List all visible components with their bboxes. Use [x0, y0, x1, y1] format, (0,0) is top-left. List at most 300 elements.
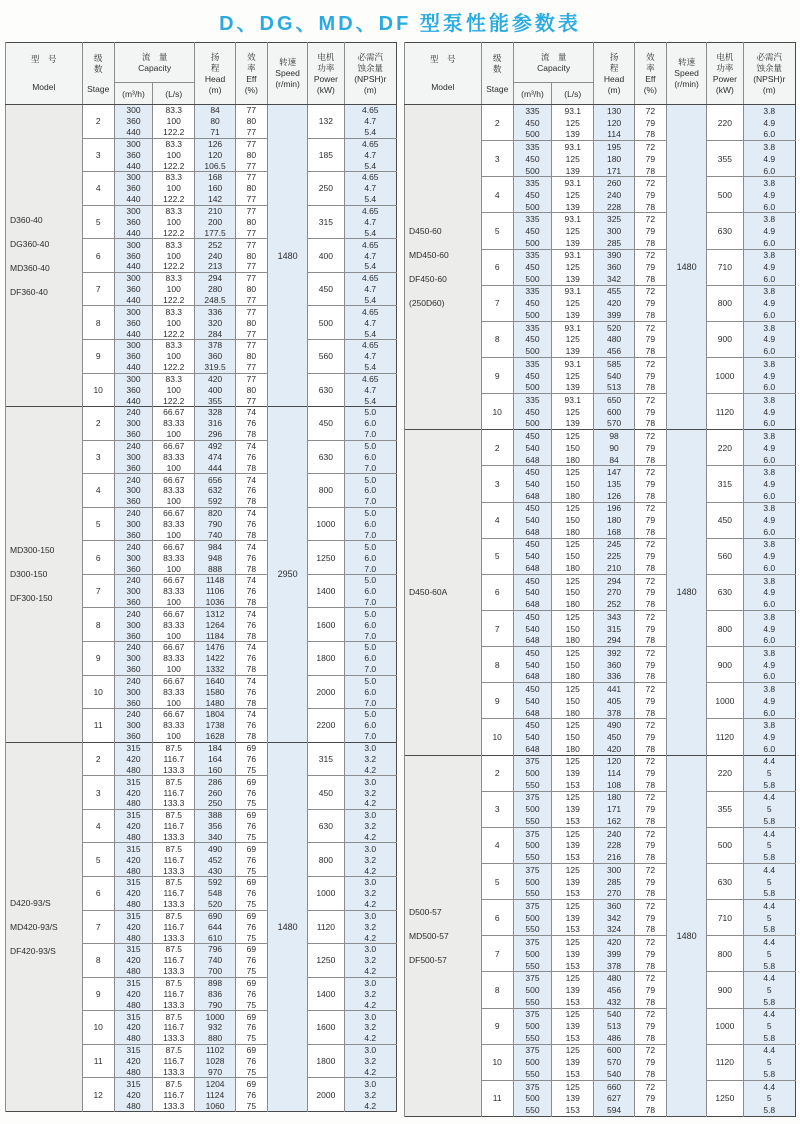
- eff-cell: 78: [634, 635, 666, 647]
- head-cell: 984: [195, 541, 235, 552]
- flow-m3h-cell: 450: [513, 466, 551, 478]
- stage-cell: 10: [481, 719, 513, 755]
- npsh-cell: 5.8: [743, 1068, 795, 1080]
- head-cell: 1106: [195, 586, 235, 597]
- flow-ls-cell: 150: [552, 442, 594, 454]
- power-cell: 1800: [308, 1044, 344, 1078]
- flow-ls-cell: 100: [153, 351, 195, 362]
- stage-cell: 3: [481, 466, 513, 502]
- flow-m3h-cell: 300: [114, 105, 152, 116]
- eff-cell: 79: [634, 586, 666, 598]
- col-header-npsh-label: 蚀余量: [357, 62, 384, 73]
- flow-m3h-cell: 300: [114, 720, 152, 731]
- stage-cell: 2: [481, 105, 513, 141]
- head-cell: 790: [195, 518, 235, 529]
- head-cell: 480: [594, 972, 634, 984]
- eff-cell: 78: [235, 630, 267, 641]
- npsh-cell: 3.0: [344, 944, 396, 955]
- power-cell: 630: [308, 440, 344, 474]
- npsh-cell: 5.4: [344, 328, 396, 339]
- npsh-cell: 6.0: [743, 237, 795, 249]
- flow-m3h-cell: 315: [114, 910, 152, 921]
- stage-cell: 2: [82, 407, 114, 441]
- npsh-cell: 5.8: [743, 960, 795, 972]
- stage-cell: 5: [481, 213, 513, 249]
- model-name: D450-60: [409, 226, 442, 237]
- npsh-cell: 7.0: [344, 429, 396, 440]
- head-cell: 228: [594, 839, 634, 851]
- flow-ls-cell: 150: [552, 514, 594, 526]
- npsh-cell: 5.4: [344, 295, 396, 306]
- npsh-cell: 4.65: [344, 105, 396, 116]
- head-cell: 378: [594, 960, 634, 972]
- model-name: D360-40: [10, 214, 43, 225]
- flow-m3h-cell: 450: [513, 647, 551, 659]
- npsh-cell: 4.7: [344, 317, 396, 328]
- eff-cell: 79: [634, 297, 666, 309]
- flow-m3h-cell: 500: [513, 803, 551, 815]
- head-cell: 340: [195, 832, 235, 843]
- stage-cell: 3: [82, 138, 114, 172]
- flow-ls-cell: 83.33: [153, 485, 195, 496]
- col-header-eff-label: Eff: [645, 73, 656, 84]
- flow-m3h-cell: 440: [114, 160, 152, 171]
- head-cell: 1628: [195, 731, 235, 742]
- npsh-cell: 4.9: [743, 623, 795, 635]
- stage-cell: 5: [82, 843, 114, 877]
- flow-ls-cell: 66.67: [153, 675, 195, 686]
- npsh-cell: 5.8: [743, 779, 795, 791]
- power-cell: 630: [707, 213, 743, 249]
- flow-ls-cell: 116.7: [153, 1089, 195, 1100]
- flow-ls-cell: 139: [552, 382, 594, 394]
- flow-ls-cell: 83.3: [153, 239, 195, 250]
- npsh-cell: 3.8: [743, 647, 795, 659]
- col-header-model: [405, 43, 482, 105]
- flow-m3h-cell: 550: [513, 924, 551, 936]
- flow-m3h-cell: 450: [513, 261, 551, 273]
- head-cell: 632: [195, 485, 235, 496]
- npsh-cell: 4.9: [743, 370, 795, 382]
- col-header-capacity: [114, 43, 195, 83]
- npsh-cell: 4.65: [344, 138, 396, 149]
- power-cell: 1250: [308, 541, 344, 575]
- npsh-cell: 4.4: [743, 1080, 795, 1092]
- flow-ls-cell: 125: [552, 755, 594, 767]
- eff-cell: 76: [235, 1055, 267, 1066]
- eff-cell: 76: [235, 686, 267, 697]
- flow-ls-cell: 83.3: [153, 339, 195, 350]
- power-cell: 1000: [308, 876, 344, 910]
- npsh-cell: 4.4: [743, 791, 795, 803]
- flow-m3h-cell: 500: [513, 309, 551, 321]
- flow-ls-cell: 125: [552, 936, 594, 948]
- head-cell: 260: [594, 177, 634, 189]
- npsh-cell: 5.8: [743, 815, 795, 827]
- flow-ls-cell: 93.1: [552, 357, 594, 369]
- head-cell: 300: [594, 863, 634, 875]
- head-cell: 200: [195, 216, 235, 227]
- eff-cell: 80: [235, 116, 267, 127]
- eff-cell: 74: [235, 541, 267, 552]
- flow-ls-cell: 125: [552, 502, 594, 514]
- eff-cell: 74: [235, 709, 267, 720]
- head-cell: 180: [594, 791, 634, 803]
- eff-cell: 77: [235, 395, 267, 406]
- npsh-cell: 3.0: [344, 1011, 396, 1022]
- flow-m3h-cell: 480: [114, 966, 152, 977]
- head-cell: 120: [195, 149, 235, 160]
- eff-cell: 76: [235, 586, 267, 597]
- flow-m3h-cell: 500: [513, 418, 551, 430]
- flow-ls-cell: 153: [552, 1104, 594, 1116]
- head-cell: 399: [594, 309, 634, 321]
- eff-cell: 69: [235, 1044, 267, 1055]
- flow-m3h-cell: 550: [513, 1104, 551, 1116]
- flow-m3h-cell: 375: [513, 1044, 551, 1056]
- flow-m3h-cell: 360: [114, 384, 152, 395]
- flow-m3h-cell: 300: [114, 485, 152, 496]
- head-cell: 296: [195, 429, 235, 440]
- eff-cell: 78: [634, 996, 666, 1008]
- flow-m3h-cell: 500: [513, 948, 551, 960]
- head-cell: 660: [594, 1080, 634, 1092]
- speed-cell: 1480: [666, 105, 706, 430]
- npsh-cell: 5: [743, 876, 795, 888]
- flow-m3h-cell: 500: [513, 876, 551, 888]
- stage-cell: 4: [82, 172, 114, 206]
- eff-cell: 69: [235, 876, 267, 887]
- flow-ls-cell: 116.7: [153, 821, 195, 832]
- head-cell: 1640: [195, 675, 235, 686]
- head-cell: 1738: [195, 720, 235, 731]
- npsh-cell: 3.2: [344, 821, 396, 832]
- flow-ls-cell: 83.3: [153, 105, 195, 116]
- eff-cell: 79: [634, 261, 666, 273]
- power-cell: 450: [308, 776, 344, 810]
- stage-cell: 9: [481, 1008, 513, 1044]
- eff-cell: 76: [235, 619, 267, 630]
- col-header-power: [308, 43, 344, 105]
- npsh-cell: 7.0: [344, 597, 396, 608]
- flow-ls-cell: 125: [552, 1008, 594, 1020]
- flow-m3h-cell: 240: [114, 407, 152, 418]
- flow-ls-cell: 93.1: [552, 394, 594, 406]
- col-header-npsh: [344, 43, 396, 105]
- flow-ls-cell: 139: [552, 345, 594, 357]
- flow-ls-cell: 100: [153, 284, 195, 295]
- power-cell: 1000: [707, 683, 743, 719]
- flow-ls-cell: 125: [552, 189, 594, 201]
- model-name: DF450-60: [409, 274, 447, 285]
- flow-ls-cell: 150: [552, 623, 594, 635]
- head-cell: 90: [594, 442, 634, 454]
- npsh-cell: 5.4: [344, 194, 396, 205]
- flow-ls-cell: 87.5: [153, 876, 195, 887]
- flow-m3h-cell: 648: [513, 671, 551, 683]
- eff-cell: 76: [235, 552, 267, 563]
- npsh-cell: 6.0: [743, 273, 795, 285]
- head-cell: 400: [195, 384, 235, 395]
- flow-m3h-cell: 240: [114, 440, 152, 451]
- eff-cell: 78: [634, 1104, 666, 1116]
- power-cell: 800: [707, 285, 743, 321]
- eff-cell: 69: [235, 742, 267, 753]
- eff-cell: 79: [634, 442, 666, 454]
- eff-cell: 77: [235, 228, 267, 239]
- head-cell: 490: [594, 719, 634, 731]
- eff-cell: 72: [634, 936, 666, 948]
- flow-m3h-cell: 420: [114, 1089, 152, 1100]
- eff-cell: 76: [235, 753, 267, 764]
- head-cell: 790: [195, 1000, 235, 1011]
- flow-ls-cell: 87.5: [153, 809, 195, 820]
- head-cell: 1036: [195, 597, 235, 608]
- eff-cell: 75: [235, 1033, 267, 1044]
- eff-cell: 78: [634, 237, 666, 249]
- head-cell: 343: [594, 610, 634, 622]
- stage-cell: 8: [481, 321, 513, 357]
- flow-m3h-cell: 480: [114, 1100, 152, 1111]
- flow-m3h-cell: 315: [114, 742, 152, 753]
- head-cell: 420: [594, 936, 634, 948]
- flow-m3h-cell: 360: [114, 317, 152, 328]
- head-cell: 245: [594, 538, 634, 550]
- head-cell: 360: [195, 351, 235, 362]
- flow-m3h-cell: 240: [114, 574, 152, 585]
- stage-cell: 8: [82, 306, 114, 340]
- col-header-npsh: [743, 43, 795, 105]
- npsh-cell: 5.8: [743, 1032, 795, 1044]
- flow-ls-cell: 122.2: [153, 328, 195, 339]
- flow-ls-cell: 83.3: [153, 272, 195, 283]
- head-cell: 627: [594, 1092, 634, 1104]
- head-cell: 441: [594, 683, 634, 695]
- npsh-cell: 5.4: [344, 228, 396, 239]
- npsh-cell: 3.2: [344, 955, 396, 966]
- flow-m3h-cell: 480: [114, 832, 152, 843]
- power-cell: 132: [308, 105, 344, 139]
- flow-ls-cell: 66.67: [153, 574, 195, 585]
- eff-cell: 80: [235, 183, 267, 194]
- npsh-cell: 3.0: [344, 910, 396, 921]
- head-cell: 315: [594, 623, 634, 635]
- flow-ls-cell: 122.2: [153, 127, 195, 138]
- head-cell: 120: [594, 117, 634, 129]
- eff-cell: 78: [634, 309, 666, 321]
- npsh-cell: 3.8: [743, 574, 795, 586]
- flow-m3h-cell: 360: [114, 664, 152, 675]
- eff-cell: 78: [634, 888, 666, 900]
- flow-ls-cell: 100: [153, 664, 195, 675]
- npsh-cell: 6.0: [743, 165, 795, 177]
- flow-ls-cell: 139: [552, 984, 594, 996]
- npsh-cell: 3.2: [344, 921, 396, 932]
- eff-cell: 78: [235, 463, 267, 474]
- head-cell: 240: [594, 827, 634, 839]
- power-cell: 560: [308, 339, 344, 373]
- head-cell: 356: [195, 821, 235, 832]
- eff-cell: 72: [634, 900, 666, 912]
- npsh-cell: 4.2: [344, 1100, 396, 1111]
- flow-m3h-cell: 450: [513, 153, 551, 165]
- stage-cell: 11: [82, 709, 114, 743]
- npsh-cell: 4.9: [743, 261, 795, 273]
- head-cell: 180: [594, 153, 634, 165]
- flow-m3h-cell: 440: [114, 228, 152, 239]
- col-header-power-label: 电机: [317, 51, 335, 62]
- npsh-cell: 7.0: [344, 697, 396, 708]
- head-cell: 513: [594, 382, 634, 394]
- eff-cell: 79: [634, 406, 666, 418]
- col-header-speed-label: (r/min): [674, 79, 699, 89]
- stage-cell: 6: [82, 876, 114, 910]
- col-header-head: [594, 43, 634, 105]
- eff-cell: 79: [634, 731, 666, 743]
- stage-cell: 7: [82, 272, 114, 306]
- stage-cell: 2: [82, 742, 114, 776]
- power-cell: 450: [308, 272, 344, 306]
- eff-cell: 77: [235, 306, 267, 317]
- npsh-cell: 6.0: [743, 345, 795, 357]
- flow-ls-cell: 133.3: [153, 865, 195, 876]
- npsh-cell: 6.0: [743, 309, 795, 321]
- stage-cell: 9: [481, 683, 513, 719]
- flow-ls-cell: 66.67: [153, 642, 195, 653]
- eff-cell: 80: [235, 149, 267, 160]
- npsh-cell: 6.0: [743, 526, 795, 538]
- col-header-power-label: 电机: [716, 51, 734, 62]
- flow-ls-cell: 139: [552, 1092, 594, 1104]
- npsh-cell: 3.2: [344, 1022, 396, 1033]
- head-cell: 600: [594, 1044, 634, 1056]
- npsh-cell: 7.0: [344, 731, 396, 742]
- flow-ls-cell: 153: [552, 996, 594, 1008]
- flow-m3h-cell: 335: [513, 394, 551, 406]
- flow-ls-cell: 83.33: [153, 518, 195, 529]
- pump-table-left: [5, 42, 397, 1112]
- npsh-cell: 4.2: [344, 932, 396, 943]
- flow-ls-cell: 83.33: [153, 552, 195, 563]
- npsh-cell: 6.0: [743, 382, 795, 394]
- flow-m3h-cell: 315: [114, 1011, 152, 1022]
- eff-cell: 79: [634, 225, 666, 237]
- npsh-cell: 3.8: [743, 213, 795, 225]
- flow-ls-cell: 125: [552, 430, 594, 442]
- head-cell: 225: [594, 550, 634, 562]
- flow-m3h-cell: 335: [513, 321, 551, 333]
- npsh-cell: 7.0: [344, 496, 396, 507]
- flow-ls-cell: 100: [153, 216, 195, 227]
- stage-cell: 5: [82, 205, 114, 239]
- npsh-cell: 4.4: [743, 863, 795, 875]
- flow-m3h-cell: 500: [513, 273, 551, 285]
- flow-m3h-cell: 300: [114, 205, 152, 216]
- head-cell: 126: [594, 490, 634, 502]
- eff-cell: 76: [235, 787, 267, 798]
- model-name: D450-60A: [409, 587, 448, 598]
- eff-cell: 79: [634, 1092, 666, 1104]
- model-name: D420-93/S: [10, 897, 51, 908]
- flow-ls-cell: 83.33: [153, 686, 195, 697]
- stage-cell: 10: [82, 373, 114, 407]
- flow-ls-cell: 87.5: [153, 944, 195, 955]
- eff-cell: 76: [235, 485, 267, 496]
- npsh-cell: 4.2: [344, 966, 396, 977]
- flow-m3h-cell: 440: [114, 295, 152, 306]
- npsh-cell: 4.9: [743, 514, 795, 526]
- npsh-cell: 7.0: [344, 530, 396, 541]
- head-cell: 168: [195, 172, 235, 183]
- flow-ls-cell: 125: [552, 117, 594, 129]
- stage-cell: 5: [82, 507, 114, 541]
- eff-cell: 78: [634, 490, 666, 502]
- npsh-cell: 4.9: [743, 333, 795, 345]
- head-cell: 948: [195, 552, 235, 563]
- flow-m3h-cell: 440: [114, 127, 152, 138]
- flow-ls-cell: 116.7: [153, 1055, 195, 1066]
- power-cell: 900: [707, 647, 743, 683]
- flow-m3h-cell: 648: [513, 598, 551, 610]
- flow-m3h-cell: 240: [114, 675, 152, 686]
- flow-ls-cell: 100: [153, 697, 195, 708]
- eff-cell: 72: [634, 1080, 666, 1092]
- flow-m3h-cell: 500: [513, 201, 551, 213]
- flow-m3h-cell: 335: [513, 177, 551, 189]
- power-cell: 560: [707, 538, 743, 574]
- stage-cell: 7: [481, 285, 513, 321]
- power-cell: 185: [308, 138, 344, 172]
- stage-cell: 6: [481, 900, 513, 936]
- flow-m3h-cell: 450: [513, 406, 551, 418]
- eff-cell: 72: [634, 466, 666, 478]
- flow-m3h-cell: 360: [114, 563, 152, 574]
- flow-m3h-cell: 420: [114, 888, 152, 899]
- flow-m3h-cell: 500: [513, 912, 551, 924]
- flow-ls-cell: 100: [153, 250, 195, 261]
- flow-ls-cell: 87.5: [153, 977, 195, 988]
- col-header-speed-label: 转速: [279, 57, 297, 67]
- stage-cell: 8: [481, 972, 513, 1008]
- eff-cell: 79: [634, 514, 666, 526]
- npsh-cell: 3.8: [743, 538, 795, 550]
- head-cell: 177.5: [195, 228, 235, 239]
- flow-ls-cell: 116.7: [153, 988, 195, 999]
- eff-cell: 77: [235, 362, 267, 373]
- flow-m3h-cell: 500: [513, 1056, 551, 1068]
- head-cell: 420: [195, 373, 235, 384]
- flow-ls-cell: 83.33: [153, 720, 195, 731]
- stage-cell: 6: [82, 239, 114, 273]
- eff-cell: 74: [235, 608, 267, 619]
- npsh-cell: 3.2: [344, 753, 396, 764]
- col-header-speed: [666, 43, 706, 105]
- col-header-speed-label: 转速: [678, 57, 696, 67]
- head-cell: 594: [594, 1104, 634, 1116]
- eff-cell: 77: [235, 328, 267, 339]
- npsh-cell: 4.9: [743, 478, 795, 490]
- flow-m3h-cell: 375: [513, 755, 551, 767]
- stage-cell: 10: [481, 1044, 513, 1080]
- eff-cell: 78: [634, 815, 666, 827]
- flow-m3h-cell: 480: [114, 865, 152, 876]
- eff-cell: 74: [235, 675, 267, 686]
- flow-m3h-cell: 360: [114, 731, 152, 742]
- npsh-cell: 4.9: [743, 153, 795, 165]
- stage-cell: 6: [481, 249, 513, 285]
- flow-m3h-cell: 360: [114, 351, 152, 362]
- npsh-cell: 4.4: [743, 755, 795, 767]
